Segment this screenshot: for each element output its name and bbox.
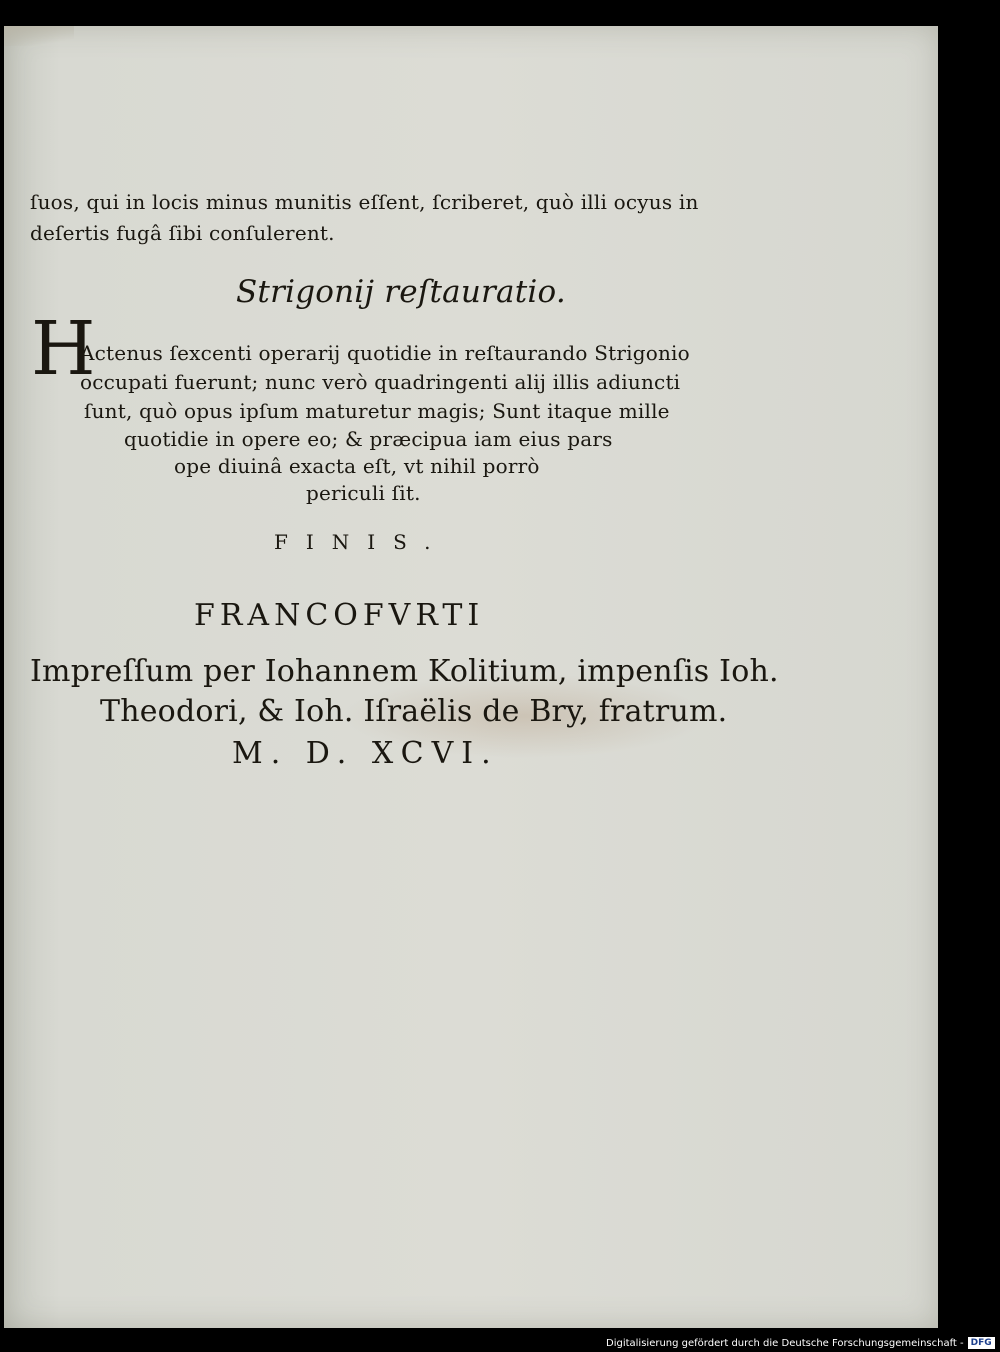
paragraph-line-6: periculi ſit.: [306, 481, 421, 505]
book-page: [4, 26, 938, 1328]
paragraph-line-1: Actenus ſexcenti operarij quotidie in reſtaurando Strigonio: [80, 341, 690, 365]
imprint-line-1: Impreſſum per Iohannem Kolitium, impenſis Ioh.: [30, 654, 779, 689]
credit-text: Digitalisierung gefördert durch die Deutsche Forschungsgemeinschaft -: [606, 1338, 964, 1349]
imprint-line-2: Theodori, & Ioh. Iſraëlis de Bry, fratrum.: [100, 694, 728, 729]
section-heading: Strigonij reſtauratio.: [236, 274, 566, 310]
text-line-1: ſuos, qui in locis minus munitis eſſent, ſcriberet, quò illi ocyus in: [30, 190, 699, 214]
finis-mark: FINIS.: [274, 530, 449, 554]
text-line-2: deſertis fugâ ſibi conſulerent.: [30, 221, 335, 245]
digitization-credit: [606, 1337, 995, 1351]
imprint-city: FRANCOFVRTI: [194, 598, 485, 633]
drop-cap: H: [31, 306, 96, 392]
imprint-year: M. D. XCVI.: [232, 736, 499, 771]
dfg-logo: DFG: [968, 1337, 995, 1349]
page-corner-wear: [4, 26, 74, 46]
paragraph-line-4: quotidie in opere eo; & præcipua iam eius pars: [124, 427, 613, 451]
paragraph-line-2: occupati fuerunt; nunc verò quadringenti alij illis adiuncti: [80, 370, 681, 394]
paragraph-line-3: ſunt, quò opus ipſum maturetur magis; Sunt itaque mille: [84, 399, 670, 423]
paragraph-line-5: ope diuinâ exacta eſt, vt nihil porrò: [174, 454, 540, 478]
